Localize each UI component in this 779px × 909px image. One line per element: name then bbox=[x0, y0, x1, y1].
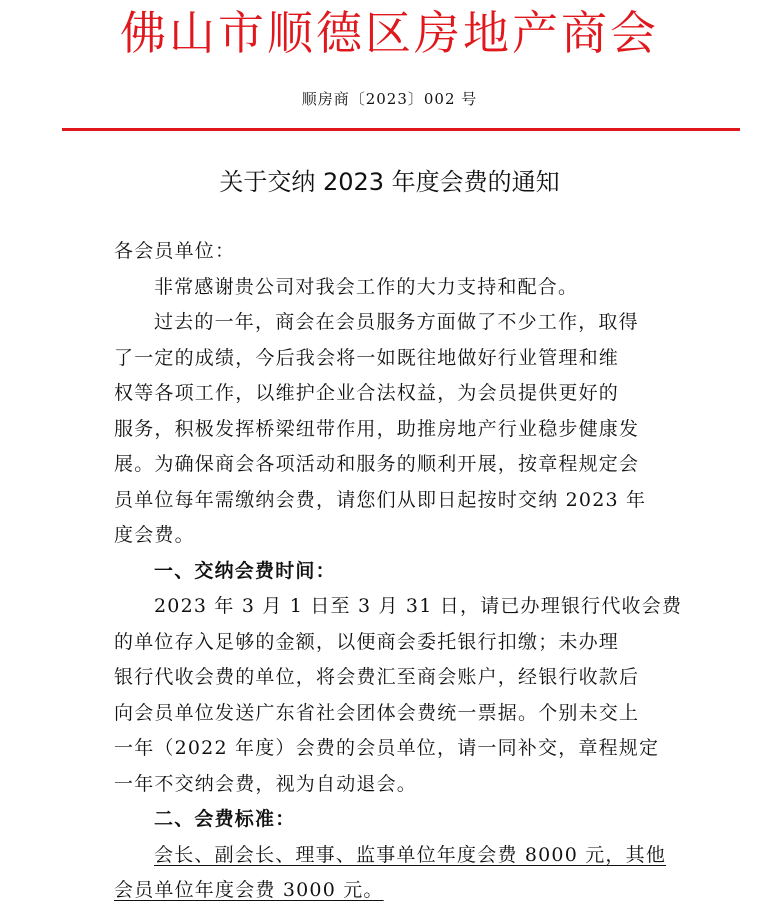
organization-header: 佛山市顺德区房地产商会 bbox=[120, 6, 659, 60]
paragraph-line: 一年不交纳会费，视为自动退会。 bbox=[114, 772, 418, 795]
paragraph-thanks: 非常感谢贵公司对我会工作的大力支持和配合。 bbox=[154, 275, 579, 298]
notice-body bbox=[114, 234, 683, 909]
paragraph-line: 员单位每年需缴纳会费，请您们从即日起按时交纳 2023 年 bbox=[114, 488, 647, 511]
paragraph-line: 一年（2022 年度）会费的会员单位，请一同补交，章程规定 bbox=[114, 737, 660, 759]
section-heading-fee-standard: 二、会费标准： bbox=[154, 808, 296, 830]
paragraph-line: 展。为确保商会各项活动和服务的顺利开展，按章程规定会 bbox=[114, 453, 640, 475]
paragraph-line: 权等各项工作，以维护企业合法权益，为会员提供更好的 bbox=[114, 382, 620, 404]
paragraph-line: 服务，积极发挥桥梁纽带作用，助推房地产行业稳步健康发 bbox=[114, 417, 640, 440]
paragraph-line: 银行代收会费的单位，将会费汇至商会账户，经银行收款后 bbox=[114, 666, 640, 688]
fee-standard-line bbox=[114, 873, 674, 909]
paragraph-line: 2023 年 3 月 1 日至 3 月 31 日，请已办理银行代收会费 bbox=[154, 595, 683, 617]
paragraph-line: 的单位存入足够的金额，以便商会委托银行扣缴；未办理 bbox=[114, 630, 620, 653]
fee-standard-line bbox=[114, 838, 674, 874]
underlined-text: 会长、副会长、理事、监事单位年度会费 8000 元，其他 bbox=[154, 843, 667, 866]
red-header-rule bbox=[62, 128, 740, 131]
paragraph-line: 了一定的成绩，今后我会将一如既往地做好行业管理和维 bbox=[114, 346, 620, 369]
underlined-text: 会员单位年度会费 3000 元。 bbox=[114, 879, 384, 901]
paragraph-line: 过去的一年，商会在会员服务方面做了不少工作，取得 bbox=[154, 311, 639, 333]
section-heading-payment-time: 一、交纳会费时间： bbox=[154, 559, 336, 582]
paragraph-line: 度会费。 bbox=[114, 524, 195, 546]
salutation: 各会员单位： bbox=[114, 240, 236, 262]
notice-title: 关于交纳 2023 年度会费的通知 bbox=[219, 168, 560, 196]
document-number: 顺房商〔2023〕002 号 bbox=[301, 90, 478, 108]
paragraph-line: 向会员单位发送广东省社会团体会费统一票据。个别未交上 bbox=[114, 701, 640, 724]
